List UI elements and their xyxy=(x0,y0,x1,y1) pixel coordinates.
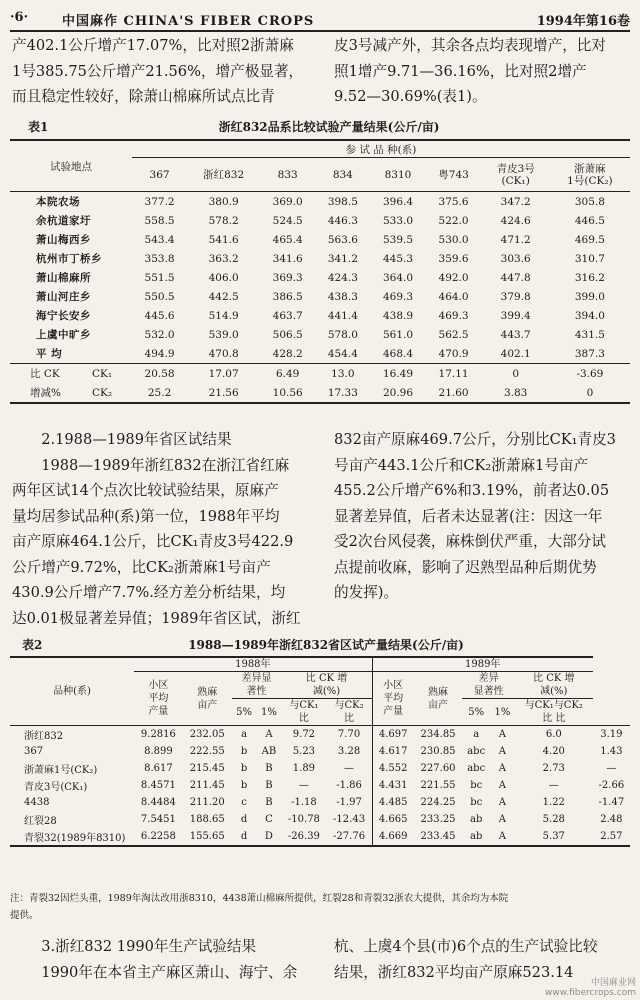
watermark-line: 中国麻业网 xyxy=(590,978,636,988)
table-cell: B xyxy=(265,763,273,774)
table-cell: 227.60 xyxy=(420,763,456,774)
table-cell: 341.6 xyxy=(272,252,303,265)
text-line: 受2次台风侵袭，麻株倒伏严重，大部分试 xyxy=(334,533,606,550)
table-cell: A xyxy=(498,814,506,825)
table-cell: 447.8 xyxy=(500,271,531,284)
table1-col-header: 浙红832 xyxy=(203,169,245,181)
table-cell: 0 xyxy=(482,364,550,384)
text-line: 430.9公斤增产7.7%.经方差分析结果，均 xyxy=(12,584,286,601)
table-cell: 222.55 xyxy=(189,746,225,757)
table-cell: 469.3 xyxy=(382,290,414,303)
table-cell: 233.25 xyxy=(420,814,456,825)
table-cell: 541.6 xyxy=(208,233,239,246)
table-cell: — xyxy=(344,763,355,774)
table-cell: -1.97 xyxy=(336,797,362,808)
table-cell: -3.69 xyxy=(550,364,630,384)
table-cell: 533.0 xyxy=(382,214,414,227)
variety-name: 青裂32(1989年8310) xyxy=(10,828,134,846)
table-cell: -1.18 xyxy=(291,797,317,808)
table2-header-ck1: 与CK₁ 比 xyxy=(289,700,319,724)
table-cell: 469.5 xyxy=(574,233,605,246)
table-row xyxy=(10,828,630,846)
table-cell: 7.70 xyxy=(326,726,372,744)
table-cell: 428.2 xyxy=(272,347,303,360)
table-cell: A xyxy=(498,797,506,808)
table-cell: B xyxy=(265,780,273,791)
table1-caption xyxy=(28,118,630,134)
table-cell: 10.56 xyxy=(260,383,315,403)
table-cell: 539.0 xyxy=(208,328,239,341)
table-cell: 539.5 xyxy=(382,233,414,246)
table-cell: C xyxy=(265,814,273,825)
site-name: 本院农场 xyxy=(10,192,132,212)
variety-name: 4438 xyxy=(24,797,50,808)
table-cell: 21.60 xyxy=(426,383,482,403)
table-cell: 506.5 xyxy=(272,328,303,341)
table-cell: 305.8 xyxy=(550,192,630,212)
table-cell: 9.72 xyxy=(281,726,326,744)
table-cell: D xyxy=(257,828,282,846)
table1-header-site: 试验地点 xyxy=(10,140,132,192)
text-line: 1988—1989年浙红832在浙江省红麻 xyxy=(41,456,290,474)
table-cell: 494.9 xyxy=(144,347,175,360)
cmp-label-text: 增减% xyxy=(30,387,61,399)
table2-header-plot: 小区 平均 产量 xyxy=(148,680,169,717)
table-row xyxy=(10,726,630,744)
table-cell: 16.49 xyxy=(370,364,425,384)
table-cell: 1.89 xyxy=(292,763,316,774)
table-cell: 396.4 xyxy=(370,192,425,212)
table-row xyxy=(10,364,630,384)
table-cell: 6.0 xyxy=(515,726,593,744)
table-cell: 303.6 xyxy=(500,252,531,265)
table-cell: 1.43 xyxy=(600,746,623,757)
table-cell: 438.3 xyxy=(327,290,358,303)
cmp-ck: CK₁ xyxy=(92,368,113,380)
table-row xyxy=(10,383,630,403)
table-cell: 469.3 xyxy=(438,309,469,322)
table2-title: 1988—1989年浙红832省区试产量结果(公斤/亩) xyxy=(188,638,464,652)
table-cell: 234.85 xyxy=(414,726,463,744)
table-cell: 17.07 xyxy=(187,364,260,384)
table-cell: 17.33 xyxy=(315,383,370,403)
table2-header-sig: 差异显 著性 xyxy=(232,672,282,699)
table-cell: 341.2 xyxy=(327,252,358,265)
page-number: ·6· xyxy=(10,10,29,25)
table-cell: 471.2 xyxy=(500,233,531,246)
table-cell: 21.56 xyxy=(187,383,260,403)
table2-label: 表2 xyxy=(22,638,43,652)
table-cell: 13.0 xyxy=(315,364,370,384)
table-cell: A xyxy=(257,726,282,744)
site-name: 杭州市丁桥乡 xyxy=(36,253,102,265)
table-cell: 442.5 xyxy=(208,290,239,303)
table-cell: 215.45 xyxy=(189,763,225,774)
table2-header-variety: 品种(系) xyxy=(10,657,134,726)
table-cell: 558.5 xyxy=(144,214,175,227)
table2-header-p5: 5% xyxy=(236,706,252,718)
table-cell: abc xyxy=(467,746,486,757)
table-cell: 230.85 xyxy=(420,746,456,757)
table-cell: 406.0 xyxy=(208,271,239,284)
table-cell: — xyxy=(298,780,309,791)
site-name: 海宁长安乡 xyxy=(36,310,91,322)
watermark-line: www.fibercrops.com xyxy=(545,988,636,998)
table-cell: 2.57 xyxy=(593,828,630,846)
table-row xyxy=(10,268,630,287)
table2-year-1989: 1989年 xyxy=(372,657,593,672)
text-line: 而且稳定性较好，除萧山棉麻所试点比青 xyxy=(12,88,275,105)
table-cell: 441.4 xyxy=(327,309,358,322)
table-cell: d xyxy=(240,814,248,825)
table-cell: 578.2 xyxy=(208,214,239,227)
table-cell: — xyxy=(606,763,617,774)
table-cell: 232.05 xyxy=(183,726,232,744)
table-cell: — xyxy=(548,780,559,791)
table-cell: 431.5 xyxy=(574,328,605,341)
table-cell: 155.65 xyxy=(183,828,232,846)
table-cell: 2.73 xyxy=(542,763,565,774)
text-line: 达0.01极显著差异值；1989年省区试，浙红 xyxy=(12,609,301,627)
table-cell: 563.6 xyxy=(327,233,358,246)
table-cell: A xyxy=(498,746,506,757)
table-cell: -1.86 xyxy=(336,780,362,791)
table-row xyxy=(10,306,630,325)
table-cell: 369.3 xyxy=(272,271,303,284)
table2-header-yield: 熟麻 亩产 xyxy=(197,686,218,711)
table-cell: 5.28 xyxy=(542,814,565,825)
table1-title: 浙红832品系比较试验产量结果(公斤/亩) xyxy=(218,120,440,134)
table-cell: ab xyxy=(462,828,490,846)
table1-col-header: 834 xyxy=(332,168,353,181)
table1-col-header: 浙萧麻 1号(CK₂) xyxy=(567,162,613,187)
site-name: 上虞中旷乡 xyxy=(36,329,91,341)
table-cell: 316.2 xyxy=(574,271,605,284)
table-cell: A xyxy=(498,780,506,791)
table-cell: 233.45 xyxy=(414,828,463,846)
intro-left-column xyxy=(12,33,308,110)
table-cell: 465.4 xyxy=(272,233,303,246)
site-name: 萧山棉麻所 xyxy=(36,272,91,284)
table2-header-p5: 5% xyxy=(468,706,485,718)
table-cell: 464.0 xyxy=(438,290,469,303)
table-cell: -26.39 xyxy=(281,828,326,846)
text-line: 皮3号减产外，其余各点均表现增产，比对 xyxy=(334,37,606,54)
table-cell: bc xyxy=(470,780,483,791)
table-cell: 20.58 xyxy=(132,364,187,384)
table-cell: 359.6 xyxy=(438,252,469,265)
table1-label: 表1 xyxy=(28,120,49,134)
table-row xyxy=(10,211,630,230)
sec2-right-column xyxy=(334,427,630,606)
table-cell: 399.0 xyxy=(574,290,605,303)
table-cell: 4.431 xyxy=(372,777,413,794)
table-cell: 445.3 xyxy=(382,252,414,265)
table-cell: -1.47 xyxy=(598,797,625,808)
table-cell: A xyxy=(490,828,515,846)
table-cell: 20.96 xyxy=(370,383,425,403)
table-cell: 394.0 xyxy=(574,309,605,322)
section-heading: 2.1988—1989年省区试结果 xyxy=(41,431,232,448)
text-line: 结果，浙红832平均亩产原麻523.14 xyxy=(334,963,574,981)
table-cell: 4.552 xyxy=(372,760,413,777)
table-cell: 446.5 xyxy=(574,214,605,227)
table-cell: 445.6 xyxy=(144,309,175,322)
table1-col-header: 833 xyxy=(277,168,298,181)
table-cell: 550.5 xyxy=(144,290,175,303)
table-cell: 4.669 xyxy=(372,828,413,846)
table-cell: 6.2258 xyxy=(134,828,183,846)
table-cell: 8.899 xyxy=(144,746,173,757)
text-line: 显著差异值，后者未达显著(注：因这一年 xyxy=(334,507,603,525)
table-row xyxy=(10,743,630,760)
table-cell: 8.4484 xyxy=(140,797,176,808)
table-cell: 3.83 xyxy=(482,383,550,403)
table-cell: ab xyxy=(470,814,483,825)
table-row xyxy=(10,230,630,249)
text-line: 量均居参试品种(系)第一位，1988年平均 xyxy=(12,507,280,525)
table-cell: -27.76 xyxy=(326,828,372,846)
table-cell: 454.4 xyxy=(327,347,358,360)
table-cell: 4.20 xyxy=(542,746,565,757)
table2-header-ck: 比 CK 增 减(%) xyxy=(515,672,593,699)
table2-header-ck: 比 CK 增 减(%) xyxy=(281,672,372,699)
table-cell: 424.3 xyxy=(327,271,358,284)
table-cell: 4.697 xyxy=(372,726,413,744)
journal-name: 中国麻作 CHINA'S FIBER CROPS xyxy=(62,14,315,29)
section-heading: 3.浙红832 1990年生产试验结果 xyxy=(41,938,257,955)
table-row xyxy=(10,344,630,364)
table-cell: 8.617 xyxy=(144,763,173,774)
table2-caption xyxy=(22,636,630,652)
cmp-label xyxy=(10,383,132,403)
table-cell: b xyxy=(240,746,248,757)
table-cell: 369.0 xyxy=(260,192,315,212)
table-cell: 5.37 xyxy=(515,828,593,846)
table2-header-sig: 差异 显著性 xyxy=(462,672,514,699)
site-name: 萧山河庄乡 xyxy=(36,291,91,303)
cmp-label-text: 比 CK xyxy=(30,368,60,380)
table-cell: 25.2 xyxy=(132,383,187,403)
table2-header-ck2: 与CK₂ 比 xyxy=(334,700,364,724)
table2-note xyxy=(10,890,630,924)
cmp-label xyxy=(10,364,132,384)
table-row xyxy=(10,192,630,212)
table-cell: 399.4 xyxy=(500,309,531,322)
table-cell: 543.4 xyxy=(144,233,175,246)
table-cell: 363.2 xyxy=(208,252,239,265)
table-cell: abc xyxy=(467,763,486,774)
text-line: 9.52—30.69%(表1)。 xyxy=(334,88,487,105)
table-row xyxy=(10,811,630,828)
sec2-left-column xyxy=(12,427,308,631)
table-cell: 7.5451 xyxy=(140,814,176,825)
table-cell: 446.3 xyxy=(327,214,358,227)
table-cell: 211.45 xyxy=(189,780,225,791)
text-line: 点提前收麻，影响了迟熟型品种后期优势 xyxy=(334,558,597,576)
table-cell: b xyxy=(240,763,248,774)
sec3-left-column xyxy=(12,934,308,985)
table-cell: 310.7 xyxy=(574,252,605,265)
table-cell: 353.8 xyxy=(144,252,175,265)
table1-col-header: 367 xyxy=(149,168,170,181)
intro-right-column xyxy=(334,33,630,110)
table-cell: 578.0 xyxy=(327,328,358,341)
table-cell: 0 xyxy=(550,383,630,403)
watermark xyxy=(545,978,636,998)
table-cell: 377.2 xyxy=(132,192,187,212)
table-cell: a xyxy=(232,726,257,744)
table-cell: 524.5 xyxy=(272,214,303,227)
running-header xyxy=(10,6,630,32)
table1-group-header: 参 试 品 种(系) xyxy=(132,140,630,158)
table-cell: 4.617 xyxy=(372,743,413,760)
table-cell: 4.665 xyxy=(372,811,413,828)
table-cell: 562.5 xyxy=(438,328,469,341)
table2-year-1988: 1988年 xyxy=(134,657,372,672)
text-line: 832亩产原麻469.7公斤，分别比CK₁青皮3 xyxy=(334,431,616,448)
table-cell: 3.28 xyxy=(337,746,361,757)
table-cell: 188.65 xyxy=(189,814,225,825)
cmp-ck: CK₂ xyxy=(92,387,113,399)
table-cell: 211.20 xyxy=(189,797,225,808)
volume-info: 1994年第16卷 xyxy=(536,14,630,29)
table-cell: 463.7 xyxy=(272,309,303,322)
table2-header-ck12: 与CK₁与CK₂ 比 比 xyxy=(524,700,583,724)
table-row xyxy=(10,325,630,344)
table-row xyxy=(10,777,630,794)
table-row xyxy=(10,760,630,777)
table1-col-header: 青皮3号 (CK₁) xyxy=(496,162,535,187)
note-line: 提供。 xyxy=(10,910,39,921)
table-cell: A xyxy=(490,726,515,744)
table-cell: 364.0 xyxy=(382,271,414,284)
text-line: 公斤增产9.72%，比CK₂浙萧麻1号亩产 xyxy=(12,558,271,576)
table-cell: 561.0 xyxy=(382,328,414,341)
table-cell: 6.49 xyxy=(260,364,315,384)
text-line: 455.2公斤增产6%和3.19%，前者达0.05 xyxy=(334,482,610,499)
table-cell: 347.2 xyxy=(482,192,550,212)
table-cell: b xyxy=(240,780,248,791)
table2 xyxy=(10,656,630,847)
table-cell: 1.22 xyxy=(542,797,565,808)
note-line: 注：青裂32因烂头重，1989年淘汰改用浙8310，4438萧山棉麻所提供，红裂28和青裂32浙农大提供，其余均为本院 xyxy=(10,893,509,904)
table-cell: 532.0 xyxy=(144,328,175,341)
text-line: 产402.1公斤增产17.07%，比对照2浙萧麻 xyxy=(12,37,294,54)
table-cell: -2.66 xyxy=(598,780,625,791)
table-cell: 17.11 xyxy=(426,364,482,384)
table-cell: c xyxy=(241,797,247,808)
text-line: 1号385.75公斤增产21.56%，增产极显著， xyxy=(12,62,304,80)
table-cell: 386.5 xyxy=(272,290,303,303)
table-cell: bc xyxy=(470,797,483,808)
table-cell: 438.9 xyxy=(382,309,414,322)
table-row xyxy=(10,287,630,306)
variety-name: 浙红832 xyxy=(10,726,134,744)
table-cell: 551.5 xyxy=(144,271,175,284)
table-cell: d xyxy=(232,828,257,846)
table-cell: 9.2816 xyxy=(134,726,183,744)
text-line: 照1增产9.71—36.16%，比对照2增产 xyxy=(334,62,587,80)
table-cell: 514.9 xyxy=(208,309,239,322)
table2-header-yield: 熟麻 亩产 xyxy=(428,686,449,711)
table-cell: 2.48 xyxy=(600,814,623,825)
site-name: 萧山梅西乡 xyxy=(36,234,91,246)
table-cell: 468.4 xyxy=(382,347,414,360)
table-cell: AB xyxy=(261,746,277,757)
site-name: 平 均 xyxy=(36,348,63,360)
table2-header-p1: 1% xyxy=(261,706,277,718)
text-line: 杭、上虞4个县(市)6个点的生产试验比较 xyxy=(334,938,598,955)
table-cell: 530.0 xyxy=(438,233,469,246)
table-cell: 402.1 xyxy=(500,347,531,360)
table-cell: 424.6 xyxy=(500,214,531,227)
table-cell: 379.8 xyxy=(500,290,531,303)
table-cell: a xyxy=(462,726,490,744)
table-cell: 522.0 xyxy=(438,214,469,227)
table-cell: 470.9 xyxy=(438,347,469,360)
table-cell: 387.3 xyxy=(574,347,605,360)
variety-name: 367 xyxy=(24,746,44,757)
table-cell: -10.78 xyxy=(287,814,320,825)
variety-name: 红裂28 xyxy=(24,816,57,827)
table-cell: 224.25 xyxy=(420,797,456,808)
variety-name: 浙萧麻1号(CK₂) xyxy=(24,765,98,776)
table-cell: A xyxy=(498,763,506,774)
table-row xyxy=(10,794,630,811)
table-cell: 380.9 xyxy=(187,192,260,212)
table-cell: 375.6 xyxy=(426,192,482,212)
table-cell: -12.43 xyxy=(333,814,366,825)
table-cell: 3.19 xyxy=(593,726,630,744)
table-cell: 4.485 xyxy=(372,794,413,811)
site-name: 余杭道家圩 xyxy=(36,215,91,227)
table2-header-p1: 1% xyxy=(494,706,511,718)
table2-header-plot: 小区 平均 产量 xyxy=(372,672,413,726)
table-cell: 5.23 xyxy=(292,746,316,757)
table-cell: B xyxy=(265,797,273,808)
text-line: 号亩产443.1公斤和CK₂浙萧麻1号亩产 xyxy=(334,456,589,474)
table-cell: 398.5 xyxy=(315,192,370,212)
text-line: 的发挥)。 xyxy=(334,584,399,601)
table-cell: 221.55 xyxy=(420,780,456,791)
table-cell: 492.0 xyxy=(438,271,469,284)
variety-name: 青皮3号(CK₁) xyxy=(24,782,88,793)
text-line: 1990年在本省主产麻区萧山、海宁、余 xyxy=(41,963,298,981)
text-line: 两年区试14个点次比较试验结果，原麻产 xyxy=(12,482,279,499)
table-row xyxy=(10,249,630,268)
table-cell: 8.4571 xyxy=(140,780,176,791)
table-cell: 443.7 xyxy=(500,328,531,341)
table-cell: 470.8 xyxy=(208,347,239,360)
text-line: 亩产原麻464.1公斤，比CK₁青皮3号422.9 xyxy=(12,533,294,550)
table1-col-header: 8310 xyxy=(384,168,412,181)
table1 xyxy=(10,139,630,404)
table1-col-header: 粤743 xyxy=(438,169,469,181)
